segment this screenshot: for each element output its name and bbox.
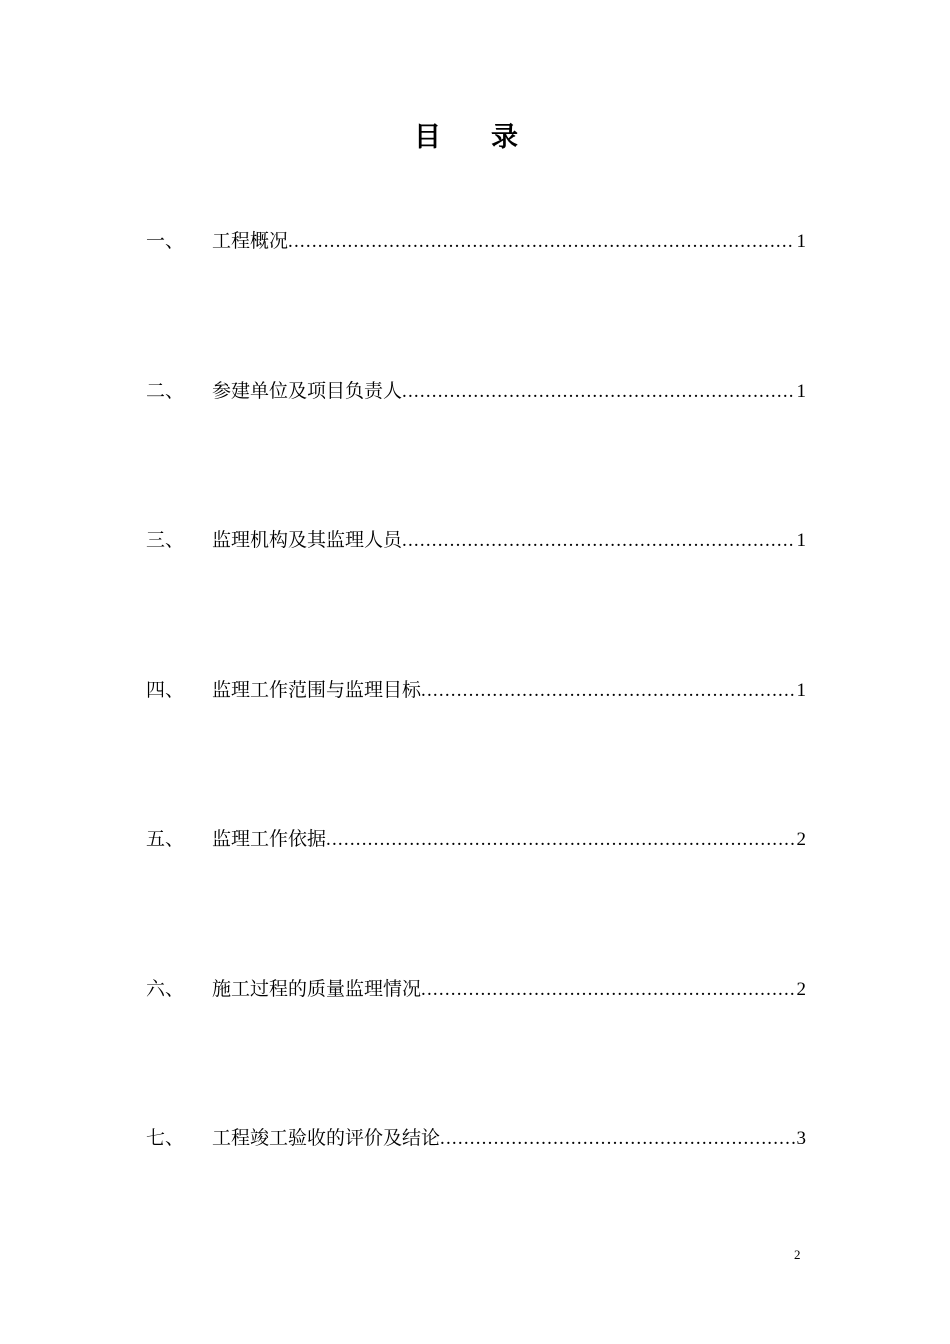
toc-entry[interactable] <box>146 824 806 974</box>
toc-title-char-1: 目 <box>414 122 491 153</box>
toc-title-char-2: 录 <box>491 122 568 153</box>
toc-entry[interactable] <box>146 974 806 1124</box>
toc-entry-text: 工程概况 <box>212 230 289 252</box>
toc-entry-text: 监理机构及其监理人员 <box>212 529 403 551</box>
toc-entry-page: 1 <box>796 231 806 252</box>
toc-entry[interactable] <box>146 376 806 526</box>
toc-dot-leader <box>421 676 794 706</box>
toc-entry[interactable] <box>146 1123 806 1273</box>
toc-entry[interactable] <box>146 525 806 675</box>
toc-entry-line <box>146 675 806 705</box>
toc-entry-number: 一、 <box>146 230 185 252</box>
toc-entry-number: 三、 <box>146 529 185 551</box>
toc-entry[interactable] <box>146 675 806 825</box>
toc-entry-number: 六、 <box>146 977 185 1000</box>
toc-entry-line <box>146 824 806 854</box>
toc-entry-line <box>146 974 806 1004</box>
toc-dot-leader <box>421 975 794 1005</box>
toc-entry-text: 监理工作依据 <box>212 828 327 850</box>
toc-dot-leader <box>326 825 794 855</box>
toc-entry-number: 四、 <box>146 678 185 701</box>
toc-entry-number: 五、 <box>146 828 185 850</box>
toc-entry-line <box>146 1123 806 1153</box>
toc-entry-text: 监理工作范围与监理目标 <box>212 678 422 701</box>
toc-entry-page: 1 <box>796 679 806 701</box>
toc-entry-line <box>146 376 806 406</box>
toc-dot-leader <box>402 377 794 407</box>
toc-list <box>146 226 806 1273</box>
toc-title <box>0 118 950 158</box>
page-number: 2 <box>794 1247 801 1262</box>
toc-entry-page: 3 <box>796 1128 806 1149</box>
toc-entry-text: 参建单位及项目负责人 <box>212 379 403 402</box>
toc-entry-page: 2 <box>796 829 806 850</box>
toc-entry-text: 施工过程的质量监理情况 <box>212 977 422 1000</box>
toc-entry-page: 1 <box>796 380 806 402</box>
toc-entry-number: 二、 <box>146 379 185 402</box>
toc-entry-line <box>146 525 806 555</box>
toc-entry-text: 工程竣工验收的评价及结论 <box>212 1127 441 1149</box>
toc-dot-leader <box>288 227 794 257</box>
toc-dot-leader <box>402 526 794 556</box>
toc-dot-leader <box>440 1124 794 1154</box>
toc-entry-page: 1 <box>796 530 806 551</box>
toc-entry-line <box>146 226 806 256</box>
toc-entry-number: 七、 <box>146 1127 185 1149</box>
toc-entry[interactable] <box>146 226 806 376</box>
toc-entry-page: 2 <box>796 978 806 1000</box>
